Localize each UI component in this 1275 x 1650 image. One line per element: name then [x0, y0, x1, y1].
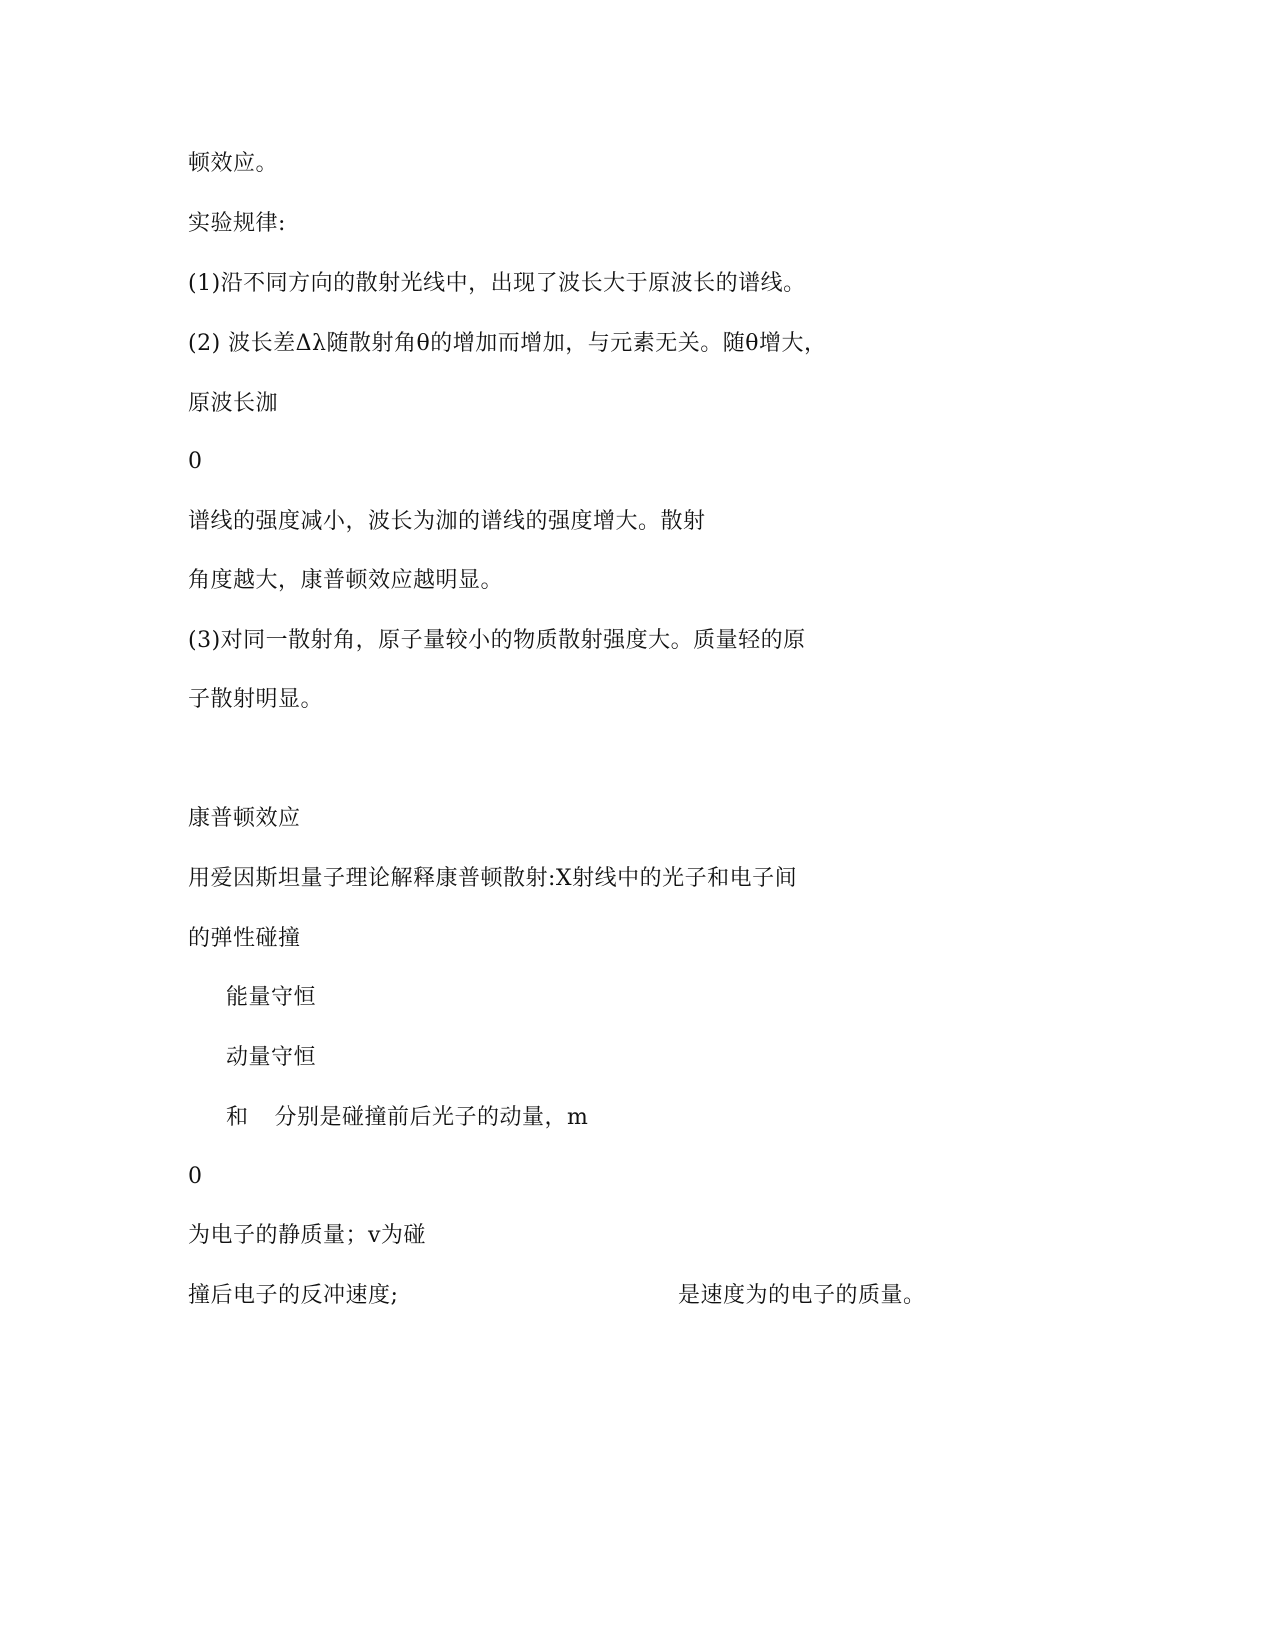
section-heading-rules: 实验规律: — [188, 211, 286, 236]
text-line-13: 的弹性碰撞 — [188, 926, 301, 951]
text-line-7: 谱线的强度减小，波长为泇的谱线的强度增大。散射 — [188, 509, 706, 534]
explanation-line: 用爱因斯坦量子理论解释康普顿散射:X射线中的光子和电子间 — [188, 866, 798, 891]
text-line-8: 角度越大，康普顿效应越明显。 — [188, 568, 504, 593]
text-line-5: 原波长泇 — [188, 391, 279, 416]
rule-3: (3)对同一散射角，原子量较小的物质散射强度大。质量轻的原 — [188, 628, 806, 653]
text-line-10: 子散射明显。 — [188, 687, 324, 712]
text-line-1: 顿效应。 — [188, 151, 279, 176]
subscript-zero: 0 — [188, 449, 203, 474]
subscript-zero-2: 0 — [188, 1164, 203, 1189]
momentum-conservation: 动量守恒 — [226, 1045, 317, 1070]
section-heading-compton: 康普顿效应 — [188, 806, 301, 831]
energy-conservation: 能量守恒 — [226, 985, 317, 1010]
recoil-velocity-line — [188, 1282, 398, 1310]
electron-mass-text: 是速度为的电子的质量。 — [678, 1283, 926, 1308]
momentum-definition-text: 分别是碰撞前后光子的动量，m — [274, 1105, 589, 1130]
momentum-definition-line — [226, 1104, 588, 1132]
text-line-18: 为电子的静质量；v为碰 — [188, 1223, 426, 1248]
and-word: 和 — [226, 1105, 249, 1130]
recoil-velocity-text: 撞后电子的反冲速度; — [188, 1283, 399, 1308]
rule-2: (2) 波长差Δλ随散射角θ的增加而增加，与元素无关。随θ增大， — [188, 331, 827, 356]
rule-1: (1)沿不同方向的散射光线中，出现了波长大于原波长的谱线。 — [188, 271, 806, 296]
